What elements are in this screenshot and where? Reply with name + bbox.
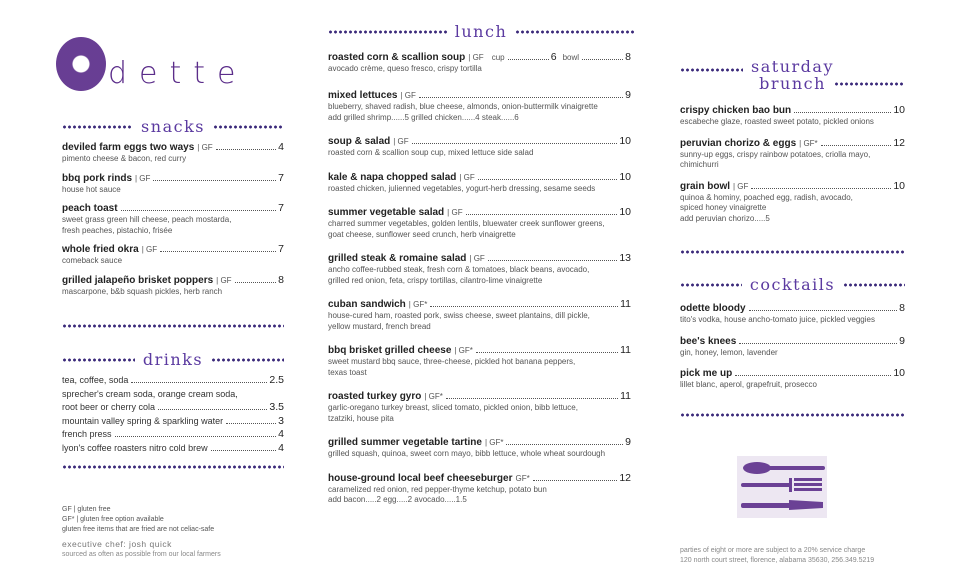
item-description: house hot sauce [62, 184, 121, 194]
leader [216, 149, 276, 150]
item-tag: GF* [515, 473, 530, 483]
item-price: 11 [620, 344, 631, 356]
item-line [328, 206, 631, 219]
brunch-list [680, 104, 905, 224]
item-price: 9 [625, 89, 631, 101]
leader [821, 145, 892, 146]
item-name: whole fried okra [62, 244, 139, 255]
drink-item [62, 388, 284, 402]
legend-line: GF* | gluten free option available [62, 516, 164, 523]
item-description: blueberry, shaved radish, blue cheese, almonds, onion-buttermilk vinaigrette [328, 102, 598, 111]
item-description: tito's vodka, house ancho-tomato juice, pickled veggies [680, 315, 875, 324]
item-name: grilled summer vegetable tartine [328, 437, 482, 448]
item-description: grilled squash, quinoa, sweet corn mayo, bibb lettuce, whole wheat sourdough [328, 449, 606, 458]
bowl-price: 8 [625, 51, 632, 63]
menu-item [328, 390, 631, 424]
leader [160, 251, 276, 252]
item-tag: | GF [141, 245, 158, 254]
drink-price: 3 [278, 414, 284, 427]
menu-item [62, 202, 284, 236]
item-tag: | GF* [424, 392, 443, 401]
divider [62, 324, 284, 328]
item-tag: | GF [135, 173, 151, 183]
item-name: summer vegetable salad [328, 207, 445, 218]
drink-name: tea, coffee, soda [62, 375, 129, 385]
item-line [328, 390, 631, 403]
lunch-list [328, 89, 631, 506]
leader [430, 306, 618, 307]
divider [680, 250, 905, 254]
item-description: lillet blanc, aperol, grapefruit, prosecco [680, 380, 817, 389]
divider [62, 465, 284, 469]
divider [834, 82, 905, 86]
leader [508, 59, 549, 60]
item-price: 7 [278, 243, 284, 255]
item-tag: | GF [733, 181, 749, 191]
item-name: grain bowl [680, 180, 730, 192]
item-tag: | GF [216, 275, 232, 285]
item-line [680, 335, 905, 348]
menu-item [328, 206, 631, 240]
item-description: yellow mustard, french bread [328, 321, 431, 331]
item-name: odette bloody [680, 303, 746, 314]
leader [506, 444, 623, 445]
item-line [328, 135, 631, 148]
menu-item [62, 172, 284, 196]
logo-o-mark [56, 37, 106, 91]
item-description: tzatziki, house pita [328, 413, 394, 423]
item-name: deviled farm eggs two ways [62, 142, 195, 153]
item-line [328, 436, 631, 449]
footer [680, 546, 920, 566]
brunch-header [680, 58, 905, 92]
item-tag: | GF* [408, 300, 428, 309]
executive-chef: executive chef: josh quick [62, 539, 172, 549]
service-charge-note: parties of eight or more are subject to a 20% service charge [680, 547, 866, 554]
item-description: gin, honey, lemon, lavender [680, 347, 778, 357]
leader [419, 97, 623, 98]
drink-name: mountain valley spring & sparkling water [62, 415, 224, 426]
drink-name: french press [62, 429, 112, 439]
item-price: 10 [619, 206, 631, 218]
leader [488, 260, 618, 261]
bowl-label: bowl [562, 53, 580, 62]
item-name: grilled jalapeño brisket poppers [62, 274, 214, 286]
menu-item [680, 302, 905, 326]
item-price: 10 [893, 104, 905, 116]
item-price: 8 [899, 302, 905, 314]
menu-item [62, 243, 284, 267]
divider [680, 68, 743, 72]
item-line [328, 298, 631, 311]
menu-item [328, 436, 631, 460]
item-tag: | GF [469, 254, 485, 263]
lunch-header [328, 23, 634, 40]
leader [121, 210, 277, 211]
item-tag: | GF* [484, 438, 504, 447]
drink-name: lyon's coffee roasters nitro cold brew [62, 442, 208, 453]
drink-item [62, 374, 284, 388]
item-name: bbq brisket grilled cheese [328, 345, 452, 356]
leader [794, 112, 891, 113]
item-name: bbq pork rinds [62, 172, 132, 184]
item-line [328, 344, 631, 357]
leader [739, 343, 897, 344]
item-tag: | GF* [799, 138, 818, 148]
item-price: 7 [278, 202, 284, 214]
leader [446, 398, 618, 399]
drink-item [62, 401, 284, 415]
menu-item [680, 104, 905, 128]
item-tag: | GF [393, 137, 409, 146]
divider [328, 30, 447, 34]
leader [478, 179, 618, 180]
drink-item [62, 415, 284, 429]
item-line [680, 302, 905, 315]
item-line [680, 180, 905, 193]
divider [515, 30, 634, 34]
leader [533, 480, 618, 481]
item-description: sweet grass green hill cheese, peach mostarda, [62, 215, 232, 224]
item-tag: | GF [459, 172, 475, 182]
sourcing-note: sourced as often as possible from our local farmers [62, 551, 221, 558]
leader [582, 59, 623, 60]
item-line [328, 472, 631, 485]
menu-item [680, 335, 905, 359]
drinks-title: drinks [142, 350, 204, 369]
item-price: 8 [278, 273, 284, 286]
item-price: 10 [619, 170, 631, 183]
item-description: add grilled shrimp......5 grilled chicken......4 steak......6 [328, 112, 519, 122]
item-name: peach toast [62, 203, 118, 214]
divider [211, 358, 284, 362]
cocktails-list [680, 302, 905, 391]
item-price: 9 [625, 436, 631, 448]
item-line [62, 274, 284, 287]
item-name: mixed lettuces [328, 90, 398, 101]
item-name: bee's knees [680, 335, 737, 347]
cup-label: cup [491, 53, 505, 62]
item-tag: | GF [197, 143, 213, 152]
item-description: charred summer vegetables, golden lentils, bluewater creek sunflower greens, [328, 219, 605, 228]
item-line [680, 137, 905, 150]
item-line [328, 89, 631, 102]
leader [158, 409, 267, 410]
item-name: soup & salad [328, 136, 391, 147]
leader [115, 436, 277, 437]
divider [680, 283, 742, 287]
item-line [680, 104, 905, 117]
legend [62, 505, 292, 560]
snacks-list [62, 141, 284, 297]
item-description: fresh peaches, pistachio, frisée [62, 225, 173, 235]
item-description: sweet mustard bbq sauce, three-cheese, pickled hot banana peppers, [328, 357, 576, 366]
menu-item [680, 137, 905, 171]
menu-item [328, 171, 631, 195]
item-description: pimento cheese & bacon, red curry [62, 154, 187, 163]
item-name: kale & napa chopped salad [328, 171, 457, 183]
leader [226, 423, 276, 424]
item-description: house-cured ham, roasted pork, swiss cheese, sweet plantains, dill pickle, [328, 311, 590, 320]
drink-item [62, 442, 284, 456]
item-line [62, 141, 284, 154]
item-description: ancho coffee-rubbed steak, fresh corn & tomatoes, black beans, avocado, [328, 265, 590, 274]
item-name: peruvian chorizo & eggs [680, 137, 797, 149]
item-description: grilled red onion, feta, crispy tortillas, cilantro-lime vinaigrette [328, 275, 543, 285]
item-description: roasted corn & scallion soup cup, mixed lettuce side salad [328, 148, 534, 157]
address: 120 north court street, florence, alabama 35630, 256.349.5219 [680, 557, 875, 564]
leader [751, 188, 891, 189]
item-description: chimichurri [680, 160, 719, 169]
item-tag: | GF [400, 91, 416, 100]
lunch-title: lunch [454, 22, 508, 41]
item-line [328, 252, 631, 265]
utensils-stamp-icon [737, 456, 827, 518]
menu-item [328, 51, 631, 75]
drink-price: 4 [278, 428, 284, 440]
logo-text: dette [108, 56, 248, 91]
brunch-title-line1: saturday [751, 57, 834, 76]
item-tag: | GF* [454, 346, 473, 355]
drink-price: 3.5 [269, 401, 284, 413]
item-price: 4 [278, 141, 284, 153]
item-description: add bacon.....2 egg.....2 avocado.....1.5 [328, 495, 467, 504]
divider [62, 358, 135, 362]
item-price: 7 [278, 171, 284, 184]
brunch-title-row [680, 58, 905, 75]
item-description: roasted chicken, julienned vegetables, yogurt-herb dressing, sesame seeds [328, 183, 596, 193]
snacks-title: snacks [141, 117, 205, 136]
item-name: house-ground local beef cheeseburger [328, 472, 513, 484]
drink-price: 2.5 [269, 374, 284, 386]
item-description: goat cheese, sunflower seed crunch, herb vinaigrette [328, 229, 516, 239]
item-price: 10 [619, 135, 631, 147]
item-description: garlic-oregano turkey breast, sliced tomato, pickled onion, bibb lettuce, [328, 403, 578, 412]
drink-name: sprecher's cream soda, orange cream soda, [62, 388, 238, 399]
item-line [680, 367, 905, 380]
menu-item [328, 472, 631, 506]
item-description: escabeche glaze, roasted sweet potato, pickled onions [680, 117, 874, 126]
item-line [328, 51, 631, 64]
brunch-title-row-2 [680, 75, 905, 92]
menu-item [328, 344, 631, 378]
divider [680, 413, 905, 417]
item-description: sunny-up eggs, crispy rainbow potatoes, criolla mayo, [680, 149, 871, 159]
divider [62, 125, 133, 129]
item-description: quinoa & hominy, poached egg, radish, avocado, [680, 192, 853, 202]
item-tag: | GF [468, 53, 484, 62]
cocktails-header [680, 276, 905, 293]
leader [131, 382, 267, 383]
menu-item [328, 298, 631, 332]
item-description: comeback sauce [62, 256, 123, 265]
menu-item [680, 367, 905, 391]
brunch-title-line2: brunch [759, 74, 826, 93]
item-name: roasted turkey gyro [328, 391, 422, 402]
item-price: 12 [619, 471, 631, 484]
item-price: 13 [619, 252, 631, 264]
menu-item [62, 141, 284, 165]
item-description: mascarpone, b&b squash pickles, herb ranch [62, 286, 223, 296]
leader [749, 310, 898, 311]
cocktails-title: cocktails [749, 275, 836, 294]
item-name: roasted corn & scallion soup [328, 52, 466, 63]
item-description: caramelized red onion, red pepper-thyme ketchup, potato bun [328, 484, 547, 494]
legend-line: GF | gluten free [62, 506, 111, 513]
drinks-header [62, 351, 284, 368]
item-price: 11 [620, 390, 631, 402]
menu-item [62, 274, 284, 298]
drink-price: 4 [278, 441, 284, 454]
item-price: 9 [899, 334, 905, 347]
divider [843, 283, 905, 287]
drinks-list [62, 374, 284, 455]
item-tag: | GF [447, 208, 463, 217]
item-name: crispy chicken bao bun [680, 105, 792, 116]
item-name: pick me up [680, 368, 733, 379]
leader [211, 450, 277, 451]
leader [412, 143, 618, 144]
menu-item [328, 135, 631, 159]
item-line [62, 202, 284, 215]
item-line [62, 243, 284, 256]
item-description: spiced honey vinaigrette [680, 203, 767, 212]
item-name: cuban sandwich [328, 299, 406, 310]
item-price: 10 [893, 367, 905, 379]
menu-item [680, 180, 905, 225]
item-price: 11 [620, 298, 631, 310]
cup-price: 6 [550, 51, 557, 63]
leader [235, 282, 277, 283]
item-line [62, 172, 284, 185]
item-price: 12 [893, 136, 905, 149]
leader [153, 180, 276, 181]
menu-item [328, 252, 631, 286]
drink-item [62, 428, 284, 442]
leader [735, 375, 891, 376]
item-line [328, 171, 631, 184]
item-description: texas toast [328, 367, 367, 377]
snacks-header [62, 118, 284, 135]
menu-item [328, 89, 631, 123]
item-name: grilled steak & romaine salad [328, 253, 467, 264]
divider [213, 125, 284, 129]
drink-name: root beer or cherry cola [62, 402, 156, 412]
legend-line: gluten free items that are fried are not celiac-safe [62, 526, 215, 533]
odette-logo [56, 33, 256, 95]
item-description: add peruvian chorizo.....5 [680, 213, 770, 223]
leader [466, 214, 618, 215]
item-price: 10 [893, 179, 905, 192]
item-description: avocado crème, queso fresco, crispy tortilla [328, 64, 482, 73]
leader [476, 352, 618, 353]
